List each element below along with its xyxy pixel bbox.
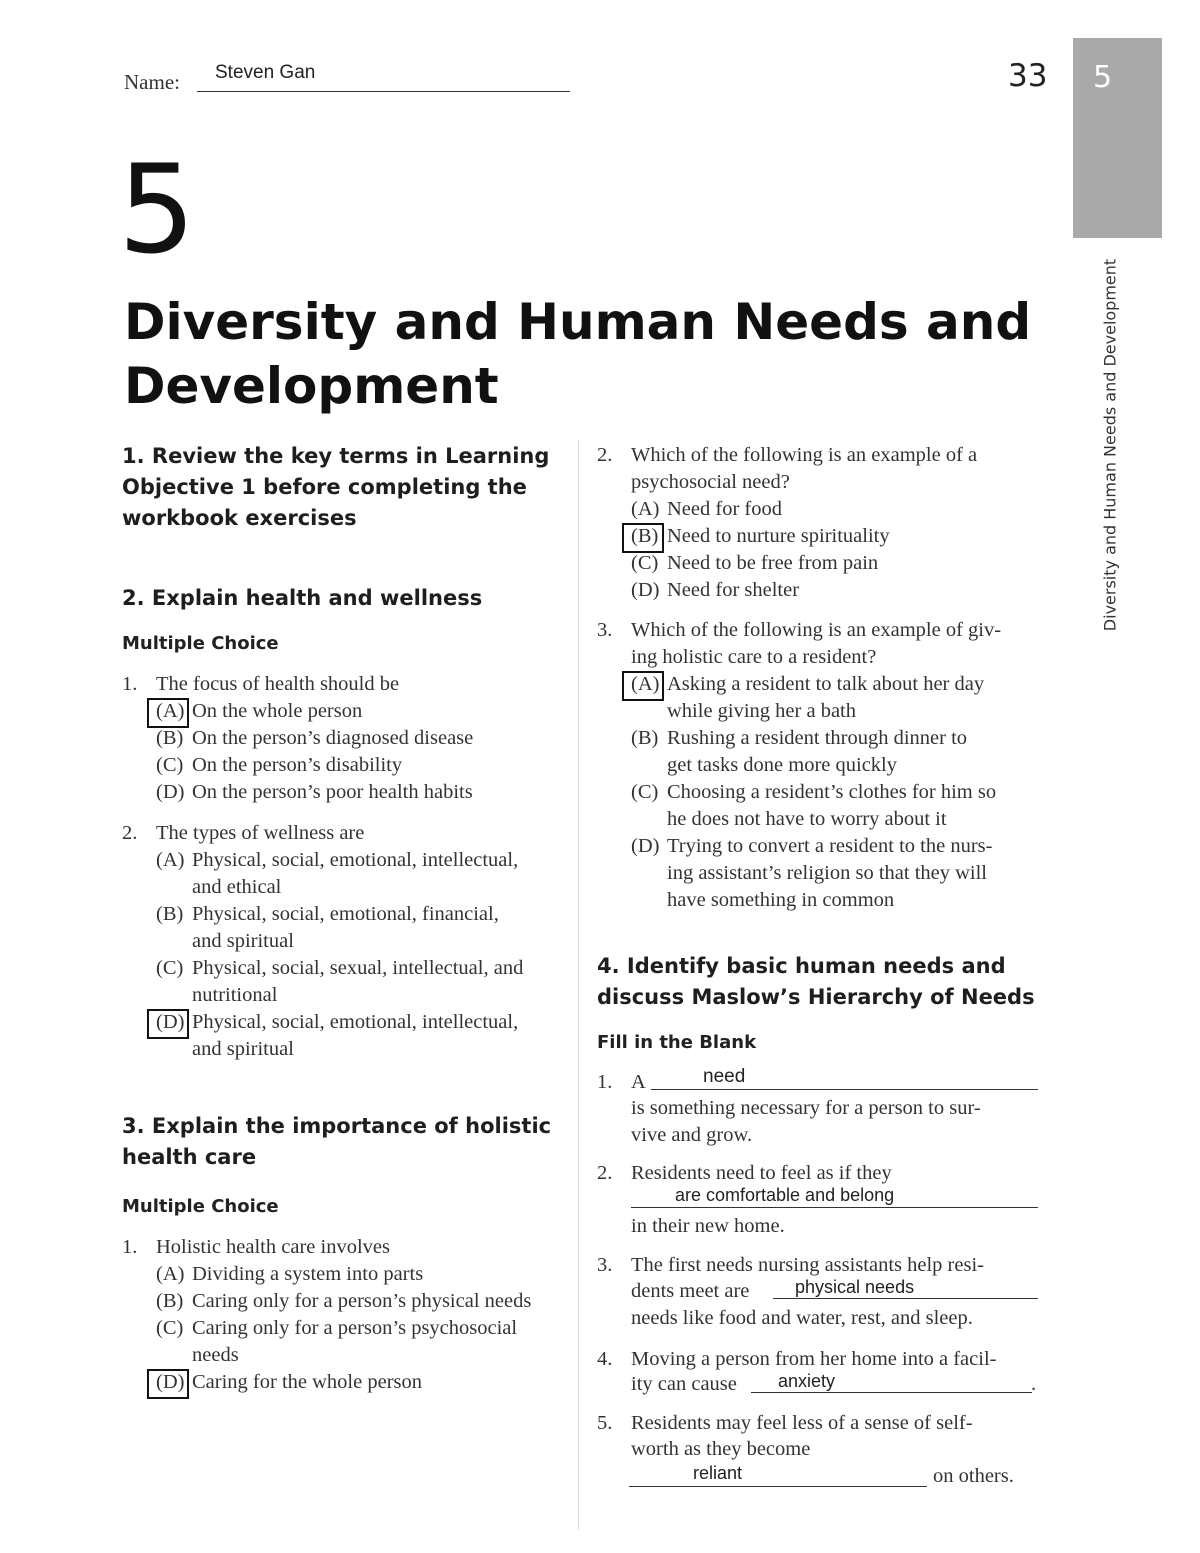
question-number: 3. [597,619,613,641]
fill-2-after: in their new home. [631,1215,785,1237]
option-text[interactable]: needs [192,1344,239,1366]
question-number: 2. [122,822,138,844]
fill-3-answer[interactable]: physical needs [795,1277,915,1297]
option-letter[interactable]: (D) [631,579,660,601]
section-4-heading [597,951,1035,1013]
option-text[interactable]: ing assistant’s religion so that they will [667,862,988,884]
fill-2-before: Residents need to feel as if they [631,1162,892,1184]
section-2-subheading: Multiple Choice [122,633,279,654]
option-letter[interactable]: (D) [156,1011,185,1033]
option-letter[interactable]: (B) [156,727,184,749]
option-text[interactable]: while giving her a bath [667,700,857,722]
fill-1-answer[interactable]: need [703,1066,746,1087]
fill-3-blank-line [773,1298,1038,1299]
heading-line: 3. Explain the importance of holistic [122,1114,552,1138]
fill-5-answer[interactable]: reliant [693,1463,743,1483]
chapter-title-line: Development [124,357,499,415]
option-letter[interactable]: (C) [631,781,659,803]
option-text[interactable]: Caring only for a person’s physical needs [192,1290,532,1312]
fill-2-number: 2. [597,1162,613,1184]
option-letter[interactable]: (A) [631,498,660,520]
option-letter[interactable]: (B) [631,525,659,547]
chapter-tab-number: 5 [1093,60,1113,95]
fill-4-blank-line [751,1392,1032,1393]
name-field[interactable]: Steven Gan [215,62,316,83]
section-1-heading [122,441,549,534]
question-stem: Which of the following is an example of a [631,444,978,466]
fill-4-line1: Moving a person from her home into a facil- [631,1348,997,1370]
section-4-subheading: Fill in the Blank [597,1032,757,1053]
heading-line: Objective 1 before completing the [122,475,527,499]
question-number: 2. [597,444,613,466]
column-divider [578,440,579,1530]
option-letter[interactable]: (A) [631,673,660,695]
option-text[interactable]: Trying to convert a resident to the nurs- [667,835,993,857]
option-text[interactable]: Caring for the whole person [192,1371,422,1393]
option-letter[interactable]: (A) [156,700,185,722]
option-text[interactable]: On the whole person [192,700,363,722]
option-text[interactable]: Physical, social, sexual, intellectual, and [192,957,524,979]
option-text[interactable]: On the person’s disability [192,754,403,776]
option-text[interactable]: Dividing a system into parts [192,1263,424,1285]
fill-1-blank-line [651,1089,1038,1090]
fill-1-after: is something necessary for a person to sur- [631,1097,981,1119]
option-text[interactable]: Caring only for a person’s psychosocial [192,1317,518,1339]
option-letter[interactable]: (D) [156,1371,185,1393]
selected-answer-box [147,698,189,728]
option-letter[interactable]: (D) [156,781,185,803]
name-label: Name: [124,70,180,94]
fill-1-number: 1. [597,1071,613,1093]
question-number: 1. [122,1236,138,1258]
chapter-title-line: Diversity and Human Needs and [124,293,1032,351]
fill-3-before: dents meet are [631,1280,750,1302]
question-stem: ing holistic care to a resident? [631,646,877,668]
name-line [197,91,570,92]
option-text[interactable]: and ethical [192,876,282,898]
selected-answer-box [622,671,664,701]
heading-line: workbook exercises [122,506,357,530]
fill-1-before: A [631,1071,646,1093]
section-3-heading [122,1111,551,1173]
option-text[interactable]: Physical, social, emotional, intellectual, [192,1011,519,1033]
option-text[interactable]: Asking a resident to talk about her day [667,673,985,695]
question-stem: The types of wellness are [156,822,365,844]
option-letter[interactable]: (B) [156,1290,184,1312]
option-letter[interactable]: (D) [631,835,660,857]
page-number: 33 [1008,58,1048,94]
option-letter[interactable]: (C) [156,754,184,776]
option-text[interactable]: Need for shelter [667,579,800,601]
option-text[interactable]: nutritional [192,984,278,1006]
question-stem: Which of the following is an example of giv- [631,619,1002,641]
fill-5-line1: Residents may feel less of a sense of self- [631,1412,973,1434]
fill-3-number: 3. [597,1254,613,1276]
option-text[interactable]: Need to nurture spirituality [667,525,890,547]
side-running-title: Diversity and Human Needs and Development [1100,258,1120,632]
option-text[interactable]: he does not have to worry about it [667,808,947,830]
option-letter[interactable]: (C) [631,552,659,574]
option-text[interactable]: Choosing a resident’s clothes for him so [667,781,997,803]
option-letter[interactable]: (B) [631,727,659,749]
option-text[interactable]: Physical, social, emotional, intellectual, [192,849,519,871]
selected-answer-box [147,1369,189,1399]
heading-line: 4. Identify basic human needs and [597,954,1006,978]
option-letter[interactable]: (A) [156,849,185,871]
fill-5-line2: worth as they become [631,1438,811,1460]
option-text[interactable]: On the person’s poor health habits [192,781,473,803]
fill-3-after: needs like food and water, rest, and sleep. [631,1307,973,1329]
option-text[interactable]: and spiritual [192,1038,294,1060]
option-text[interactable]: On the person’s diagnosed disease [192,727,474,749]
question-stem: The focus of health should be [156,673,400,695]
chapter-title [124,290,1031,418]
fill-4-end: . [1031,1373,1037,1395]
option-text[interactable]: Need for food [667,498,782,520]
question-number: 1. [122,673,138,695]
fill-4-answer[interactable]: anxiety [778,1371,836,1391]
heading-line: health care [122,1145,257,1169]
option-letter[interactable]: (C) [156,1317,184,1339]
fill-4-number: 4. [597,1348,613,1370]
option-text[interactable]: and spiritual [192,930,294,952]
selected-answer-box [147,1009,189,1039]
fill-2-answer[interactable]: are comfortable and belong [675,1185,895,1205]
heading-line: discuss Maslow’s Hierarchy of Needs [597,985,1035,1009]
section-2-heading: 2. Explain health and wellness [122,586,483,610]
section-3-subheading: Multiple Choice [122,1196,279,1217]
option-text[interactable]: Need to be free from pain [667,552,879,574]
option-text[interactable]: Physical, social, emotional, financial, [192,903,499,925]
fill-5-after: on others. [933,1465,1014,1487]
fill-5-number: 5. [597,1412,613,1434]
option-text[interactable]: get tasks done more quickly [667,754,898,776]
question-stem: psychosocial need? [631,471,790,493]
heading-line: 1. Review the key terms in Learning [122,444,550,468]
chapter-tab [1073,38,1162,238]
option-text[interactable]: have something in common [667,889,895,911]
selected-answer-box [622,523,664,553]
option-text[interactable]: Rushing a resident through dinner to [667,727,968,749]
option-letter[interactable]: (B) [156,903,184,925]
chapter-number: 5 [118,139,196,281]
fill-5-blank-line [629,1486,927,1487]
fill-1-after: vive and grow. [631,1124,753,1146]
fill-2-blank-line [631,1207,1038,1208]
option-letter[interactable]: (A) [156,1263,185,1285]
fill-4-before: ity can cause [631,1373,737,1395]
question-stem: Holistic health care involves [156,1236,390,1258]
fill-3-line1: The first needs nursing assistants help resi- [631,1254,984,1276]
option-letter[interactable]: (C) [156,957,184,979]
